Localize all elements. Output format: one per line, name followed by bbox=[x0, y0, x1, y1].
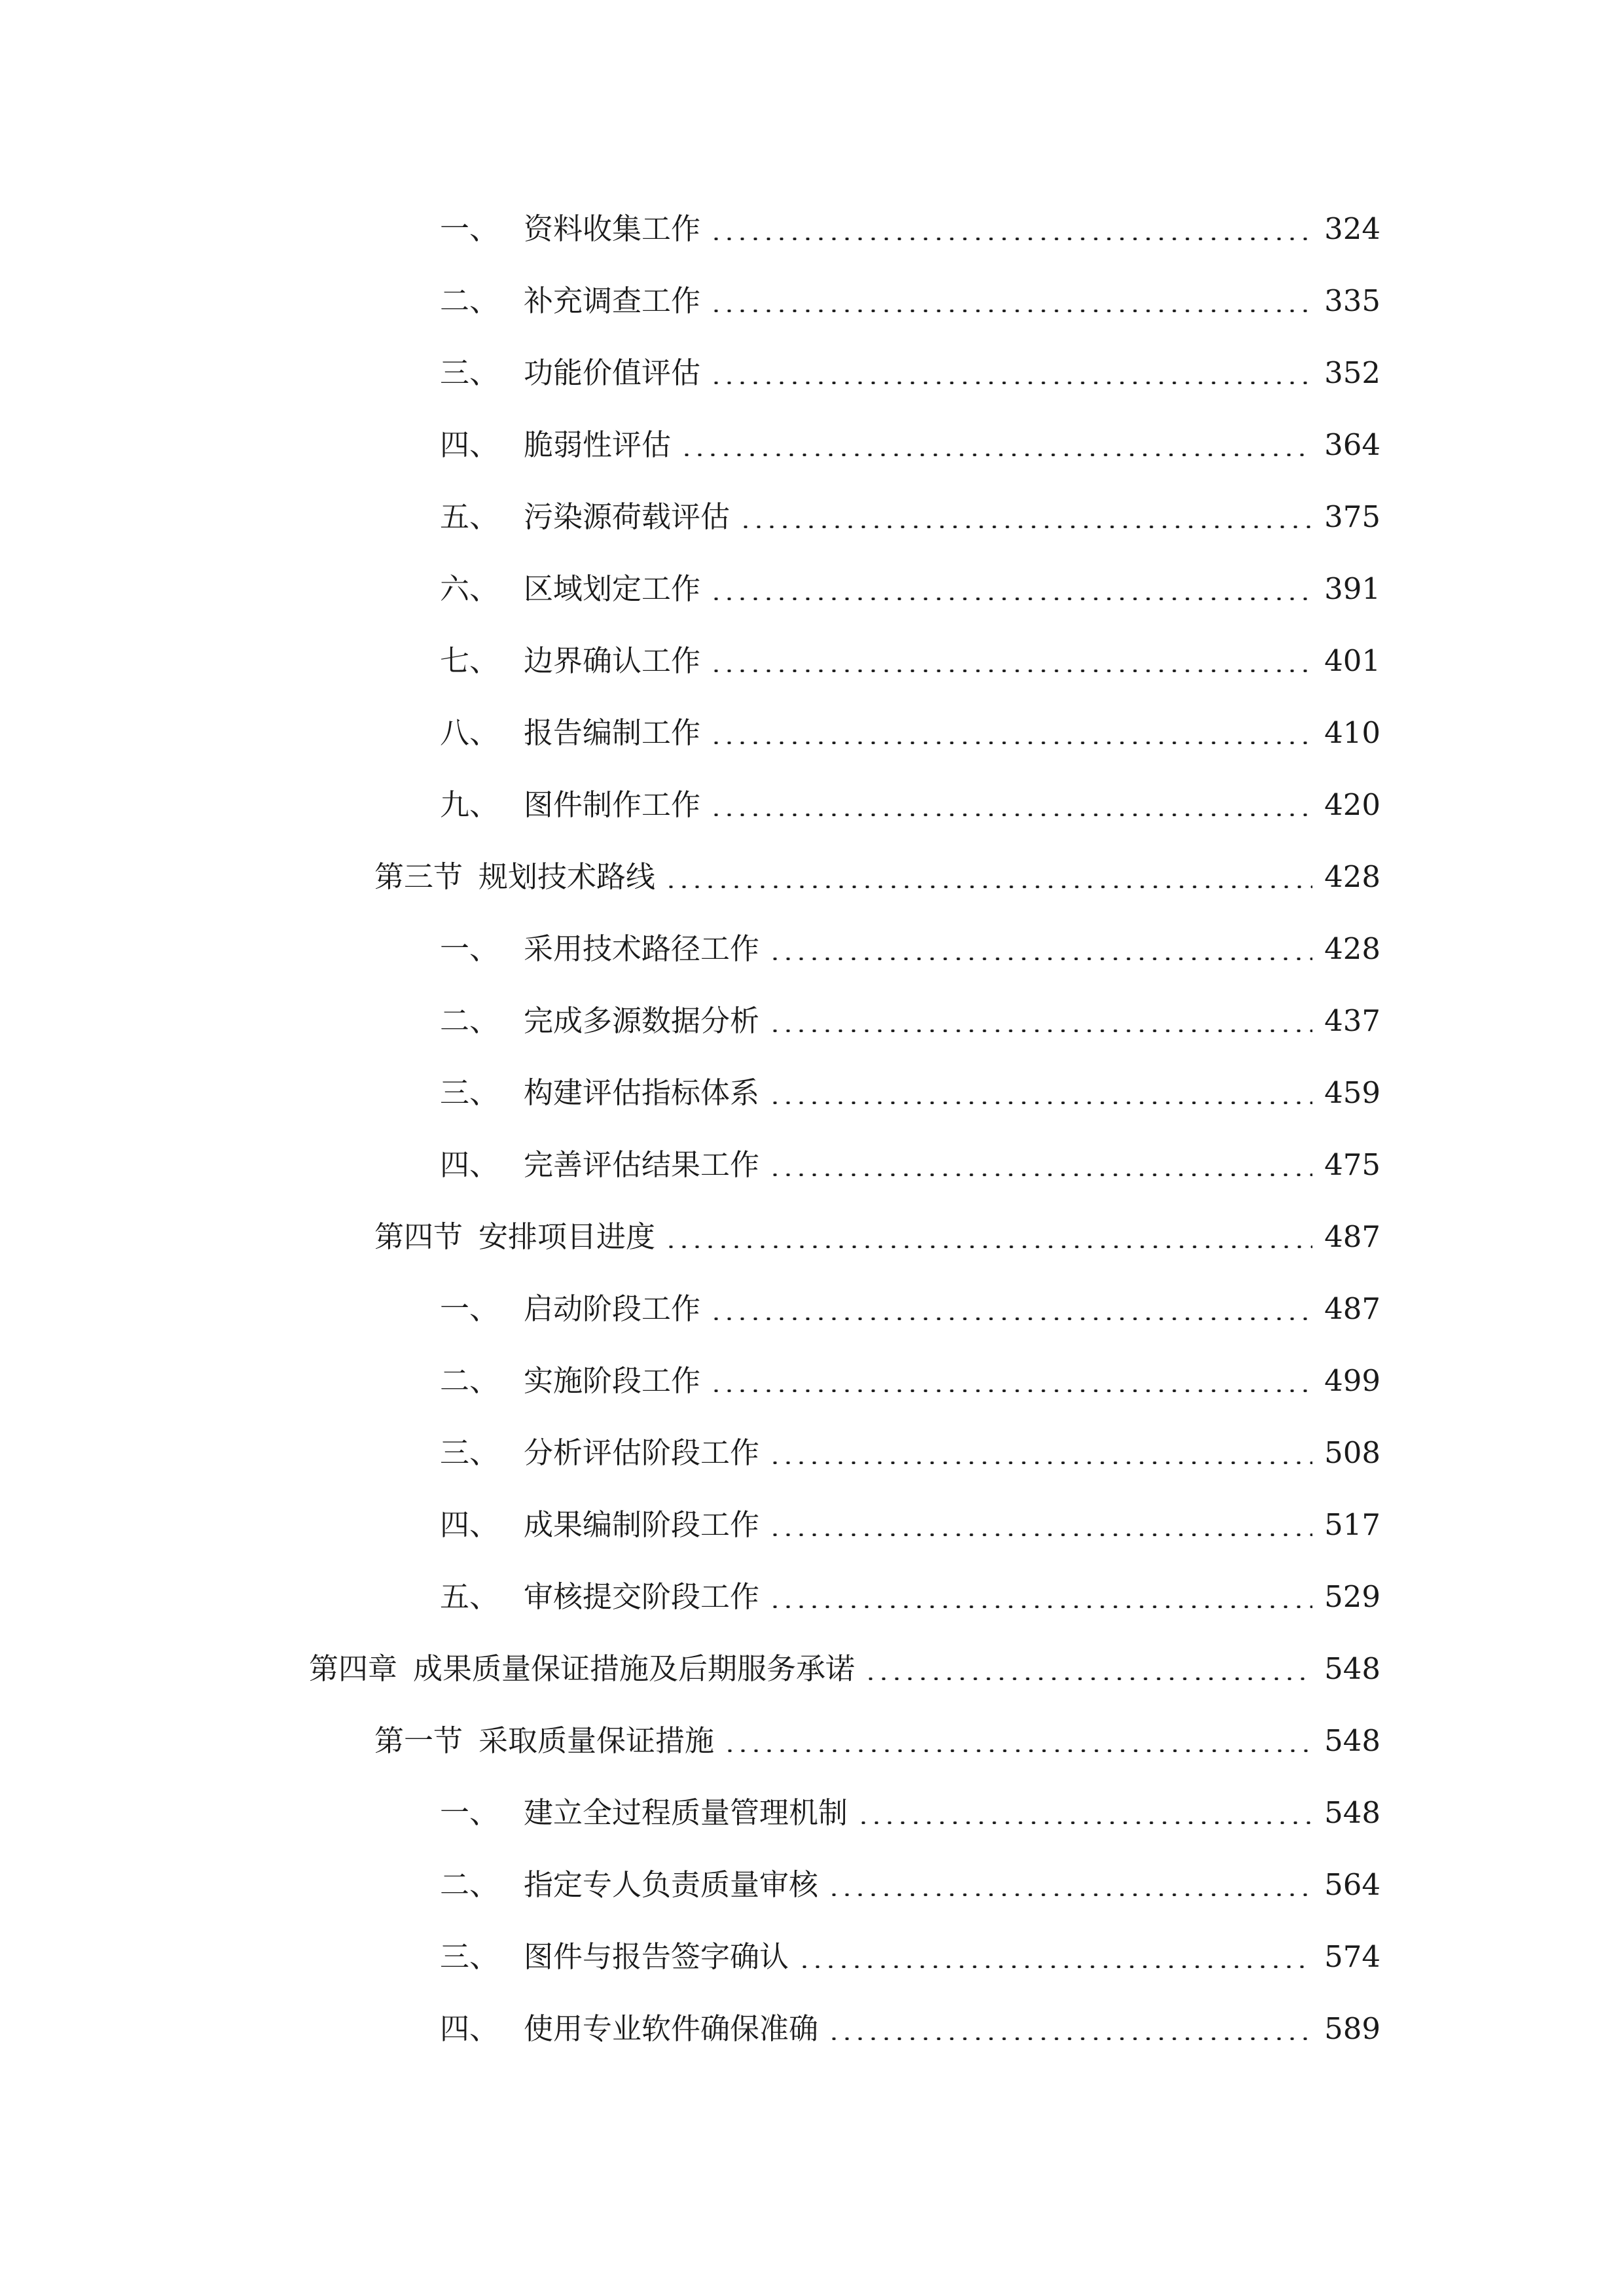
dot-leader bbox=[768, 1605, 1312, 1608]
toc-entry-number: 四、 bbox=[440, 1507, 499, 1542]
toc-entry-page: 487 bbox=[1324, 1291, 1380, 1326]
toc-entry-number: 三、 bbox=[440, 1939, 499, 1974]
toc-entry-page: 375 bbox=[1324, 499, 1380, 534]
dot-leader bbox=[864, 1677, 1312, 1680]
dot-leader bbox=[857, 1821, 1312, 1824]
dot-leader bbox=[710, 1318, 1312, 1320]
toc-entry-page: 352 bbox=[1324, 355, 1380, 390]
toc-entry-number: 四、 bbox=[440, 1147, 499, 1182]
toc-entry-page: 428 bbox=[1324, 931, 1380, 966]
toc-entry-section[interactable] bbox=[374, 1214, 1380, 1260]
toc-entry-title: 脆弱性评估 bbox=[524, 427, 672, 462]
dot-leader bbox=[710, 814, 1312, 816]
toc-entry-page: 548 bbox=[1324, 1795, 1380, 1830]
toc-entry-page: 428 bbox=[1324, 859, 1380, 894]
dot-leader bbox=[739, 526, 1312, 528]
toc-entry-number: 一、 bbox=[440, 1795, 499, 1830]
dot-leader bbox=[827, 1893, 1312, 1896]
toc-entry-title: 启动阶段工作 bbox=[524, 1291, 701, 1326]
toc-entry-page: 364 bbox=[1324, 427, 1380, 462]
toc-entry-number: 四、 bbox=[440, 2011, 499, 2046]
toc-entry-title: 采取质量保证措施 bbox=[478, 1723, 715, 1758]
dot-leader bbox=[768, 1462, 1312, 1464]
toc-entry-page: 548 bbox=[1324, 1651, 1380, 1686]
toc-entry-title: 资料收集工作 bbox=[524, 211, 701, 246]
toc-entry[interactable] bbox=[440, 782, 1380, 828]
toc-entry-number: 八、 bbox=[440, 715, 499, 750]
toc-entry[interactable] bbox=[440, 1286, 1380, 1332]
toc-entry-number: 一、 bbox=[440, 1291, 499, 1326]
toc-entry-number: 六、 bbox=[440, 571, 499, 606]
toc-entry-number: 一、 bbox=[440, 211, 499, 246]
dot-leader bbox=[710, 382, 1312, 384]
toc-entry[interactable] bbox=[440, 1358, 1380, 1404]
toc-entry[interactable] bbox=[440, 422, 1380, 468]
dot-leader bbox=[723, 1749, 1312, 1752]
toc-entry-chapter[interactable] bbox=[309, 1646, 1380, 1692]
toc-entry-page: 401 bbox=[1324, 643, 1380, 678]
toc-entry[interactable] bbox=[440, 1934, 1380, 1980]
toc-entry-title: 成果编制阶段工作 bbox=[524, 1507, 760, 1542]
toc-entry-title: 使用专业软件确保准确 bbox=[524, 2011, 819, 2046]
toc-entry-number: 四、 bbox=[440, 427, 499, 462]
toc-entry-title: 完成多源数据分析 bbox=[524, 1003, 760, 1038]
toc-entry-number: 三、 bbox=[440, 355, 499, 390]
toc-entry-page: 459 bbox=[1324, 1075, 1380, 1110]
dot-leader bbox=[710, 238, 1312, 240]
toc-entry-title: 区域划定工作 bbox=[524, 571, 701, 606]
toc-entry-section[interactable] bbox=[374, 1718, 1380, 1764]
toc-entry-page: 420 bbox=[1324, 787, 1380, 822]
toc-entry-number: 二、 bbox=[440, 1003, 499, 1038]
toc-entry-page: 517 bbox=[1324, 1507, 1380, 1542]
toc-entry[interactable] bbox=[440, 494, 1380, 540]
toc-entry-title: 边界确认工作 bbox=[524, 643, 701, 678]
dot-leader bbox=[768, 1174, 1312, 1176]
dot-leader bbox=[768, 1030, 1312, 1032]
toc-entry[interactable] bbox=[440, 1070, 1380, 1116]
toc-entry-page: 574 bbox=[1324, 1939, 1380, 1974]
toc-entry-page: 391 bbox=[1324, 571, 1380, 606]
toc-entry[interactable] bbox=[440, 998, 1380, 1044]
toc-entry-title: 污染源荷载评估 bbox=[524, 499, 731, 534]
toc-entry[interactable] bbox=[440, 1430, 1380, 1476]
toc-entry-title: 构建评估指标体系 bbox=[524, 1075, 760, 1110]
toc-entry-number: 第四章 bbox=[309, 1651, 398, 1686]
toc-entry-page: 324 bbox=[1324, 211, 1380, 246]
toc-entry-page: 475 bbox=[1324, 1147, 1380, 1182]
toc-entry[interactable] bbox=[440, 566, 1380, 612]
toc-entry-number: 二、 bbox=[440, 283, 499, 318]
toc-entry[interactable] bbox=[440, 1142, 1380, 1188]
toc-entry-title: 图件与报告签字确认 bbox=[524, 1939, 789, 1974]
toc-entry-number: 九、 bbox=[440, 787, 499, 822]
dot-leader bbox=[710, 310, 1312, 312]
dot-leader bbox=[768, 1534, 1312, 1536]
toc-entry-page: 564 bbox=[1324, 1867, 1380, 1902]
toc-entry-number: 二、 bbox=[440, 1867, 499, 1902]
toc-entry-page: 499 bbox=[1324, 1363, 1380, 1398]
toc-entry-page: 548 bbox=[1324, 1723, 1380, 1758]
dot-leader bbox=[710, 1390, 1312, 1392]
toc-entry-title: 图件制作工作 bbox=[524, 787, 701, 822]
toc-entry[interactable] bbox=[440, 2006, 1380, 2052]
toc-entry-title: 完善评估结果工作 bbox=[524, 1147, 760, 1182]
toc-entry-title: 建立全过程质量管理机制 bbox=[524, 1795, 848, 1830]
toc-entry-number: 五、 bbox=[440, 1579, 499, 1614]
dot-leader bbox=[827, 2037, 1312, 2040]
dot-leader bbox=[664, 886, 1312, 888]
dot-leader bbox=[768, 1102, 1312, 1104]
toc-entry-number: 三、 bbox=[440, 1075, 499, 1110]
toc-entry-number: 五、 bbox=[440, 499, 499, 534]
toc-entry-number: 七、 bbox=[440, 643, 499, 678]
toc-entry[interactable] bbox=[440, 1574, 1380, 1620]
toc-entry-page: 529 bbox=[1324, 1579, 1380, 1614]
toc-entry-title: 审核提交阶段工作 bbox=[524, 1579, 760, 1614]
toc-entry[interactable] bbox=[440, 926, 1380, 972]
toc-entry-title: 功能价值评估 bbox=[524, 355, 701, 390]
toc-entry-title: 安排项目进度 bbox=[478, 1219, 656, 1254]
dot-leader bbox=[710, 742, 1312, 744]
toc-entry-number: 三、 bbox=[440, 1435, 499, 1470]
toc-entry-title: 指定专人负责质量审核 bbox=[524, 1867, 819, 1902]
toc-entry-number: 第一节 bbox=[374, 1723, 463, 1758]
toc-entry[interactable] bbox=[440, 350, 1380, 396]
dot-leader bbox=[798, 1965, 1312, 1968]
dot-leader bbox=[768, 958, 1312, 960]
toc-entry-title: 规划技术路线 bbox=[478, 859, 656, 894]
toc-entry-page: 589 bbox=[1324, 2011, 1380, 2046]
toc-entry-page: 410 bbox=[1324, 715, 1380, 750]
toc-entry[interactable] bbox=[440, 1862, 1380, 1908]
toc-entry-title: 采用技术路径工作 bbox=[524, 931, 760, 966]
toc-entry-page: 508 bbox=[1324, 1435, 1380, 1470]
toc-entry[interactable] bbox=[440, 206, 1380, 252]
dot-leader bbox=[710, 598, 1312, 600]
toc-entry-title: 报告编制工作 bbox=[524, 715, 701, 750]
toc-entry[interactable] bbox=[440, 638, 1380, 684]
toc-entry-title: 实施阶段工作 bbox=[524, 1363, 701, 1398]
toc-entry-number: 第四节 bbox=[374, 1219, 463, 1254]
toc-entry[interactable] bbox=[440, 710, 1380, 756]
toc-entry-section[interactable] bbox=[374, 854, 1380, 900]
toc-entry-title: 补充调查工作 bbox=[524, 283, 701, 318]
toc-entry-title: 成果质量保证措施及后期服务承诺 bbox=[413, 1651, 856, 1686]
toc-entry[interactable] bbox=[440, 1790, 1380, 1836]
toc-entry-number: 一、 bbox=[440, 931, 499, 966]
dot-leader bbox=[664, 1246, 1312, 1248]
toc-entry-number: 二、 bbox=[440, 1363, 499, 1398]
dot-leader bbox=[680, 454, 1312, 456]
toc-entry-page: 487 bbox=[1324, 1219, 1380, 1254]
toc-entry[interactable] bbox=[440, 1502, 1380, 1548]
toc-entry-page: 335 bbox=[1324, 283, 1380, 318]
dot-leader bbox=[710, 670, 1312, 672]
toc-entry-title: 分析评估阶段工作 bbox=[524, 1435, 760, 1470]
toc-entry-page: 437 bbox=[1324, 1003, 1380, 1038]
toc-entry-number: 第三节 bbox=[374, 859, 463, 894]
toc-entry[interactable] bbox=[440, 278, 1380, 324]
